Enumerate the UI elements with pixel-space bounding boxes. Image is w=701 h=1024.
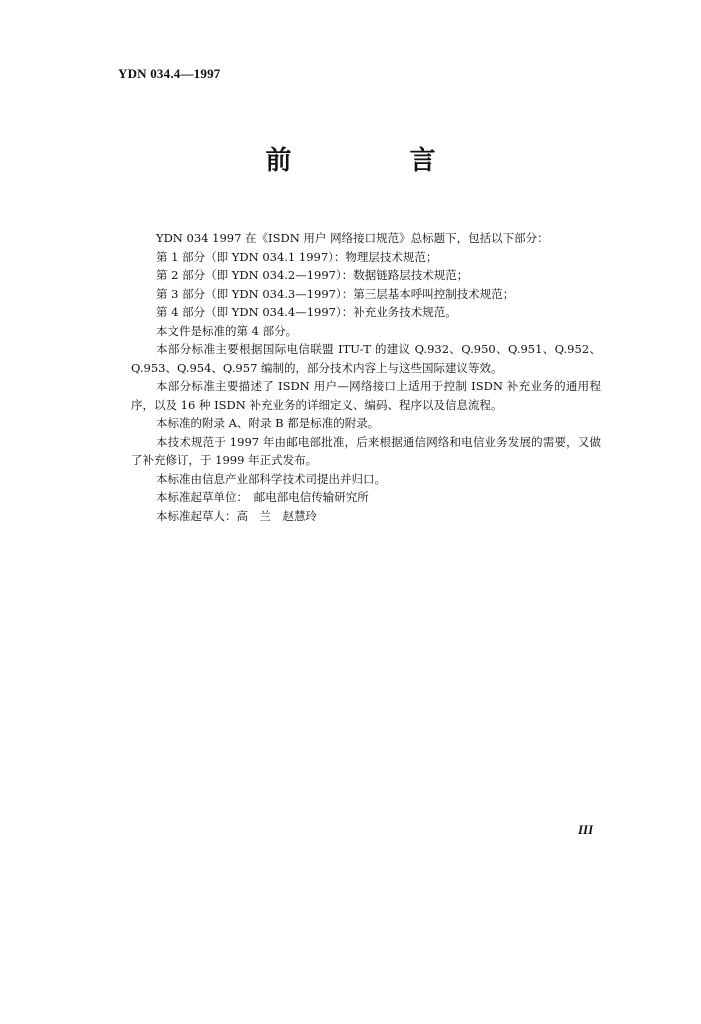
page-title: 前 言	[265, 146, 482, 176]
paragraph-annexes: 本标准的附录 A、附录 B 都是标准的附录。	[156, 416, 380, 430]
paragraph-drafters: 本标准起草人：高 兰 赵慧玲	[156, 508, 317, 523]
paragraph-part-2: 第 2 部分（即 YDN 034.2—1997）：数据链路层技术规范；	[156, 268, 469, 282]
paragraph-proposer: 本标准由信息产业部科学技术司提出并归口。	[156, 471, 386, 486]
paragraph-basis: 本部分标准主要根据国际电信联盟 ITU-T 的建议 Q.932、Q.950、Q.951、Q.952、Q.953、Q.954、Q.957 编制的，部分技术内容上与这些国际建议等效。	[131, 342, 601, 375]
document-code: YDN 034.4—1997	[118, 66, 221, 81]
paragraph-drafting-unit: 本标准起草单位： 邮电部电信传输研究所	[156, 490, 369, 504]
foreword-body	[131, 229, 601, 525]
paragraph-intro: YDN 034 1997 在《ISDN 用户 网络接口规范》总标题下，包括以下部分：	[156, 231, 549, 245]
paragraph-this-part: 本文件是标准的第 4 部分。	[156, 323, 298, 338]
page-number: III	[578, 822, 594, 837]
paragraph-scope: 本部分标准主要描述了 ISDN 用户—网络接口上适用于控制 ISDN 补充业务的通用程序，以及 16 种 ISDN 补充业务的详细定义、编码、程序以及信息流程。	[131, 379, 601, 412]
paragraph-part-1: 第 1 部分（即 YDN 034.1 1997）：物理层技术规范；	[156, 249, 438, 264]
paragraph-approval: 本技术规范于 1997 年由邮电部批准，后来根据通信网络和电信业务发展的需要，又做了补充修订，于 1999 年正式发布。	[131, 434, 601, 467]
paragraph-part-3: 第 3 部分（即 YDN 034.3—1997）：第三层基本呼叫控制技术规范；	[156, 286, 515, 301]
paragraph-part-4: 第 4 部分（即 YDN 034.4—1997）：补充业务技术规范。	[156, 305, 457, 319]
